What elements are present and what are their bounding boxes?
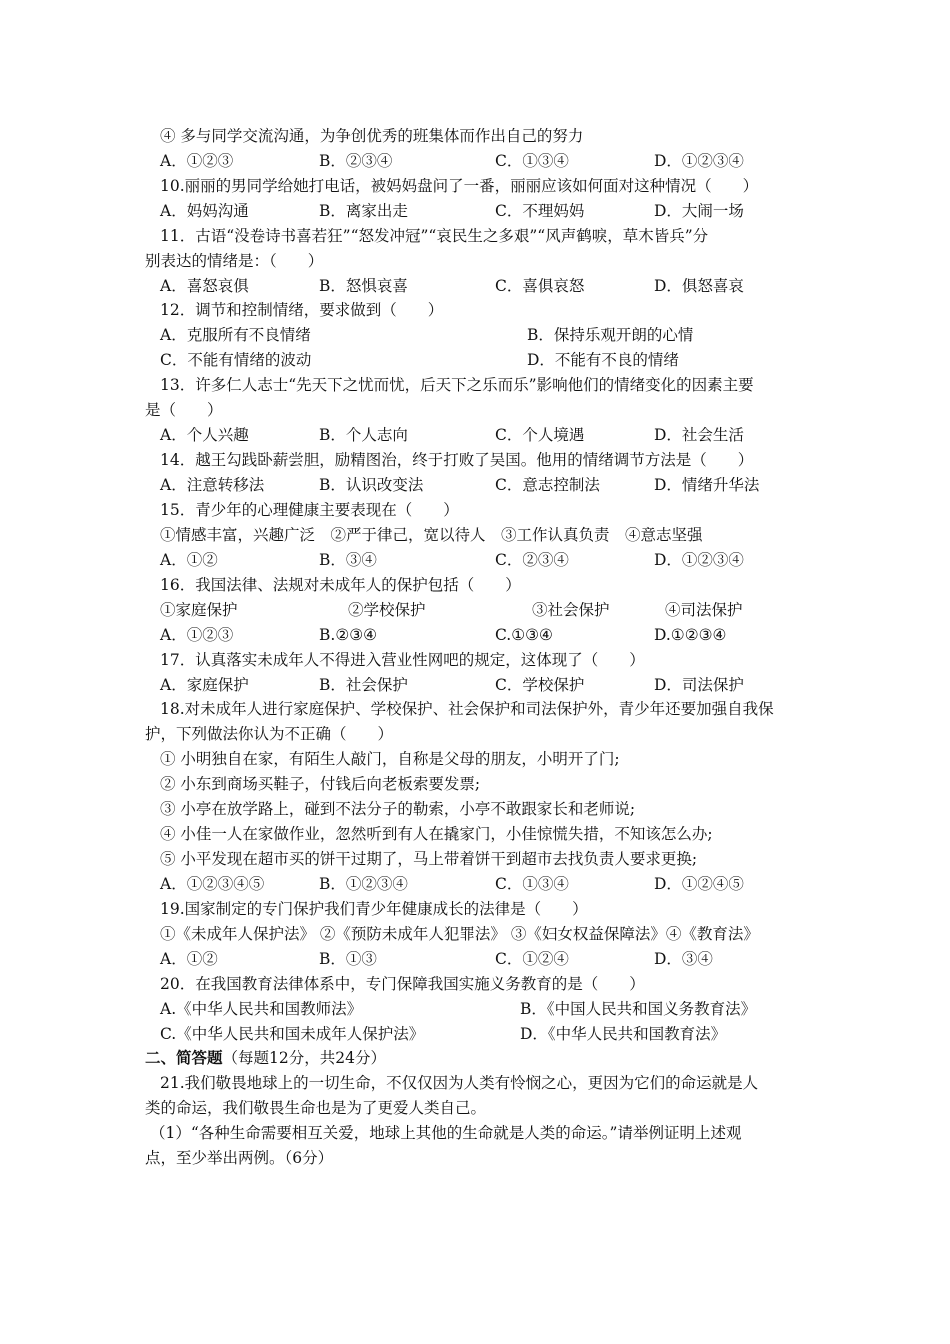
question-21-cont: 类的命运，我们敬畏生命也是为了更爱人类自己。: [145, 1099, 487, 1117]
option-d: D．司法保护: [654, 676, 744, 694]
item-4: ④司法保护: [665, 601, 743, 619]
question-13: 13．许多仁人志士“先天下之忧而忧，后天下之乐而乐”影响他们的情绪变化的因素主要: [160, 376, 754, 394]
q18-item-1: ① 小明独自在家，有陌生人敲门，自称是父母的朋友，小明开了门;: [160, 750, 620, 768]
question-10: 10.丽丽的男同学给她打电话，被妈妈盘问了一番，丽丽应该如何面对这种情况（ ）: [160, 177, 759, 195]
question-14: 14．越王勾践卧薪尝胆，励精图治，终于打败了吴国。他用的情绪调节方法是（ ）: [160, 451, 754, 469]
q19-items: ①《未成年人保护法》 ②《预防未成年人犯罪法》 ③《妇女权益保障法》④《教育法》: [160, 925, 759, 943]
question-21: 21.我们敬畏地球上的一切生命，不仅仅因为人类有怜悯之心，更因为它们的命运就是人: [160, 1074, 759, 1092]
question-16: 16．我国法律、法规对未成年人的保护包括（ ）: [160, 576, 521, 594]
option-c: C．①③④: [495, 875, 569, 893]
option-b: B.②③④: [319, 626, 378, 644]
q12-options-row1: [160, 323, 830, 347]
option-b: B．离家出走: [319, 202, 408, 220]
option-c: C．学校保护: [495, 676, 585, 694]
q16-options: [160, 623, 830, 647]
option-a: A．①②: [160, 551, 218, 569]
q18-options: [160, 872, 830, 896]
option-c: C．不理妈妈: [495, 202, 585, 220]
option-a: A．注意转移法: [160, 476, 265, 494]
option-b: B．①③: [319, 950, 377, 968]
option-a: A．①②: [160, 950, 218, 968]
question-17: 17．认真落实未成年人不得进入营业性网吧的规定，这体现了（ ）: [160, 651, 645, 669]
option-c: C．不能有情绪的波动: [160, 351, 312, 369]
option-d: D．不能有不良的情绪: [527, 351, 679, 369]
section-2-title: 二、简答题: [145, 1048, 223, 1067]
option-d: D．大闹一场: [654, 202, 744, 220]
option-a: A．①②③: [160, 626, 234, 644]
option-d: D．俱怒喜哀: [654, 277, 744, 295]
option-d: D．情绪升华法: [654, 476, 760, 494]
option-d: D．《中华人民共和国教育法》: [520, 1025, 727, 1043]
item-1: ①家庭保护: [160, 601, 238, 619]
q10-options: [160, 199, 830, 223]
option-c: C.《中华人民共和国未成年人保护法》: [160, 1025, 425, 1043]
option-d: D．①②④⑤: [654, 875, 744, 893]
option-b: B．①②③④: [319, 875, 408, 893]
option-d: D.①②③④: [654, 626, 727, 644]
q9-options: [160, 149, 830, 173]
q18-item-2: ② 小东到商场买鞋子，付钱后向老板索要发票;: [160, 775, 481, 793]
option-a: A．家庭保护: [160, 676, 249, 694]
q20-options-row2: [160, 1022, 830, 1046]
q19-options: [160, 947, 830, 971]
q15-options: [160, 548, 830, 572]
q15-items: ①情感丰富，兴趣广泛 ②严于律己，宽以待人 ③工作认真负责 ④意志坚强: [160, 526, 703, 544]
option-a: A．个人兴趣: [160, 426, 249, 444]
option-a: A．克服所有不良情绪: [160, 326, 311, 344]
option-c: C．个人境遇: [495, 426, 585, 444]
q13-options: [160, 423, 830, 447]
q12-options-row2: [160, 348, 830, 372]
q21-subquestion-1-cont: 点，至少举出两例。（6分）: [145, 1149, 334, 1167]
question-19: 19.国家制定的专门保护我们青少年健康成长的法律是（ ）: [160, 900, 588, 918]
option-d: D．①②③④: [654, 551, 744, 569]
question-20: 20．在我国教育法律体系中，专门保障我国实施义务教育的是（ ）: [160, 975, 645, 993]
question-13-cont: 是（ ）: [145, 401, 223, 419]
option-d: D．③④: [654, 950, 713, 968]
question-11-cont: 别表达的情绪是：（ ）: [145, 252, 324, 270]
option-a: A．喜怒哀俱: [160, 277, 249, 295]
option-b: B．怒惧哀喜: [319, 277, 408, 295]
option-a: A．妈妈沟通: [160, 202, 249, 220]
q18-item-3: ③ 小亭在放学路上，碰到不法分子的勒索，小亭不敢跟家长和老师说;: [160, 800, 636, 818]
question-15: 15．青少年的心理健康主要表现在（ ）: [160, 501, 459, 519]
q18-item-4: ④ 小佳一人在家做作业，忽然听到有人在撬家门，小佳惊慌失措，不知该怎么办;: [160, 825, 713, 843]
q20-options-row1: [160, 997, 830, 1021]
option-c: C．①②④: [495, 950, 569, 968]
option-b: B．保持乐观开朗的心情: [527, 326, 694, 344]
q21-subquestion-1: （1）“各种生命需要相互关爱，地球上其他的生命就是人类的命运。”请举例证明上述观: [150, 1124, 742, 1142]
question-11: 11．古语“没卷诗书喜若狂”“怒发冲冠”“哀民生之多艰”“风声鹤唳，草木皆兵”分: [160, 227, 709, 245]
option-c: C．①③④: [495, 152, 569, 170]
option-b: B．个人志向: [319, 426, 408, 444]
option-a: A．①②③④⑤: [160, 875, 265, 893]
option-b: B．社会保护: [319, 676, 408, 694]
option-c: C.①③④: [495, 626, 553, 644]
option-c: C．喜俱哀怒: [495, 277, 585, 295]
q14-options: [160, 473, 830, 497]
question-18-cont: 护，下列做法你认为不正确（ ）: [145, 725, 394, 743]
option-b: B．《中国人民共和国义务教育法》: [520, 1000, 757, 1018]
item-2: ②学校保护: [348, 601, 426, 619]
option-d: D．社会生活: [654, 426, 744, 444]
option-b: B．②③④: [319, 152, 393, 170]
q11-options: [160, 274, 830, 298]
option-a: A.《中华人民共和国教师法》: [160, 1000, 363, 1018]
q18-item-5: ⑤ 小平发现在超市买的饼干过期了，马上带着饼干到超市去找负责人要求更换;: [160, 850, 698, 868]
q9-item-4: ④ 多与同学交流沟通，为争创优秀的班集体而作出自己的努力: [160, 127, 584, 145]
item-3: ③社会保护: [532, 601, 610, 619]
option-d: D．①②③④: [654, 152, 744, 170]
option-c: C．②③④: [495, 551, 569, 569]
option-b: B．③④: [319, 551, 377, 569]
section-2-note: （每题12分，共24分）: [222, 1049, 386, 1067]
section-2-heading: [145, 1046, 815, 1070]
question-12: 12．调节和控制情绪，要求做到（ ）: [160, 301, 444, 319]
option-c: C．意志控制法: [495, 476, 600, 494]
q17-options: [160, 673, 830, 697]
question-18: 18.对未成年人进行家庭保护、学校保护、社会保护和司法保护外，青少年还要加强自我保: [160, 700, 774, 718]
option-b: B．认识改变法: [319, 476, 424, 494]
q16-items: [160, 598, 830, 622]
option-a: A．①②③: [160, 152, 234, 170]
